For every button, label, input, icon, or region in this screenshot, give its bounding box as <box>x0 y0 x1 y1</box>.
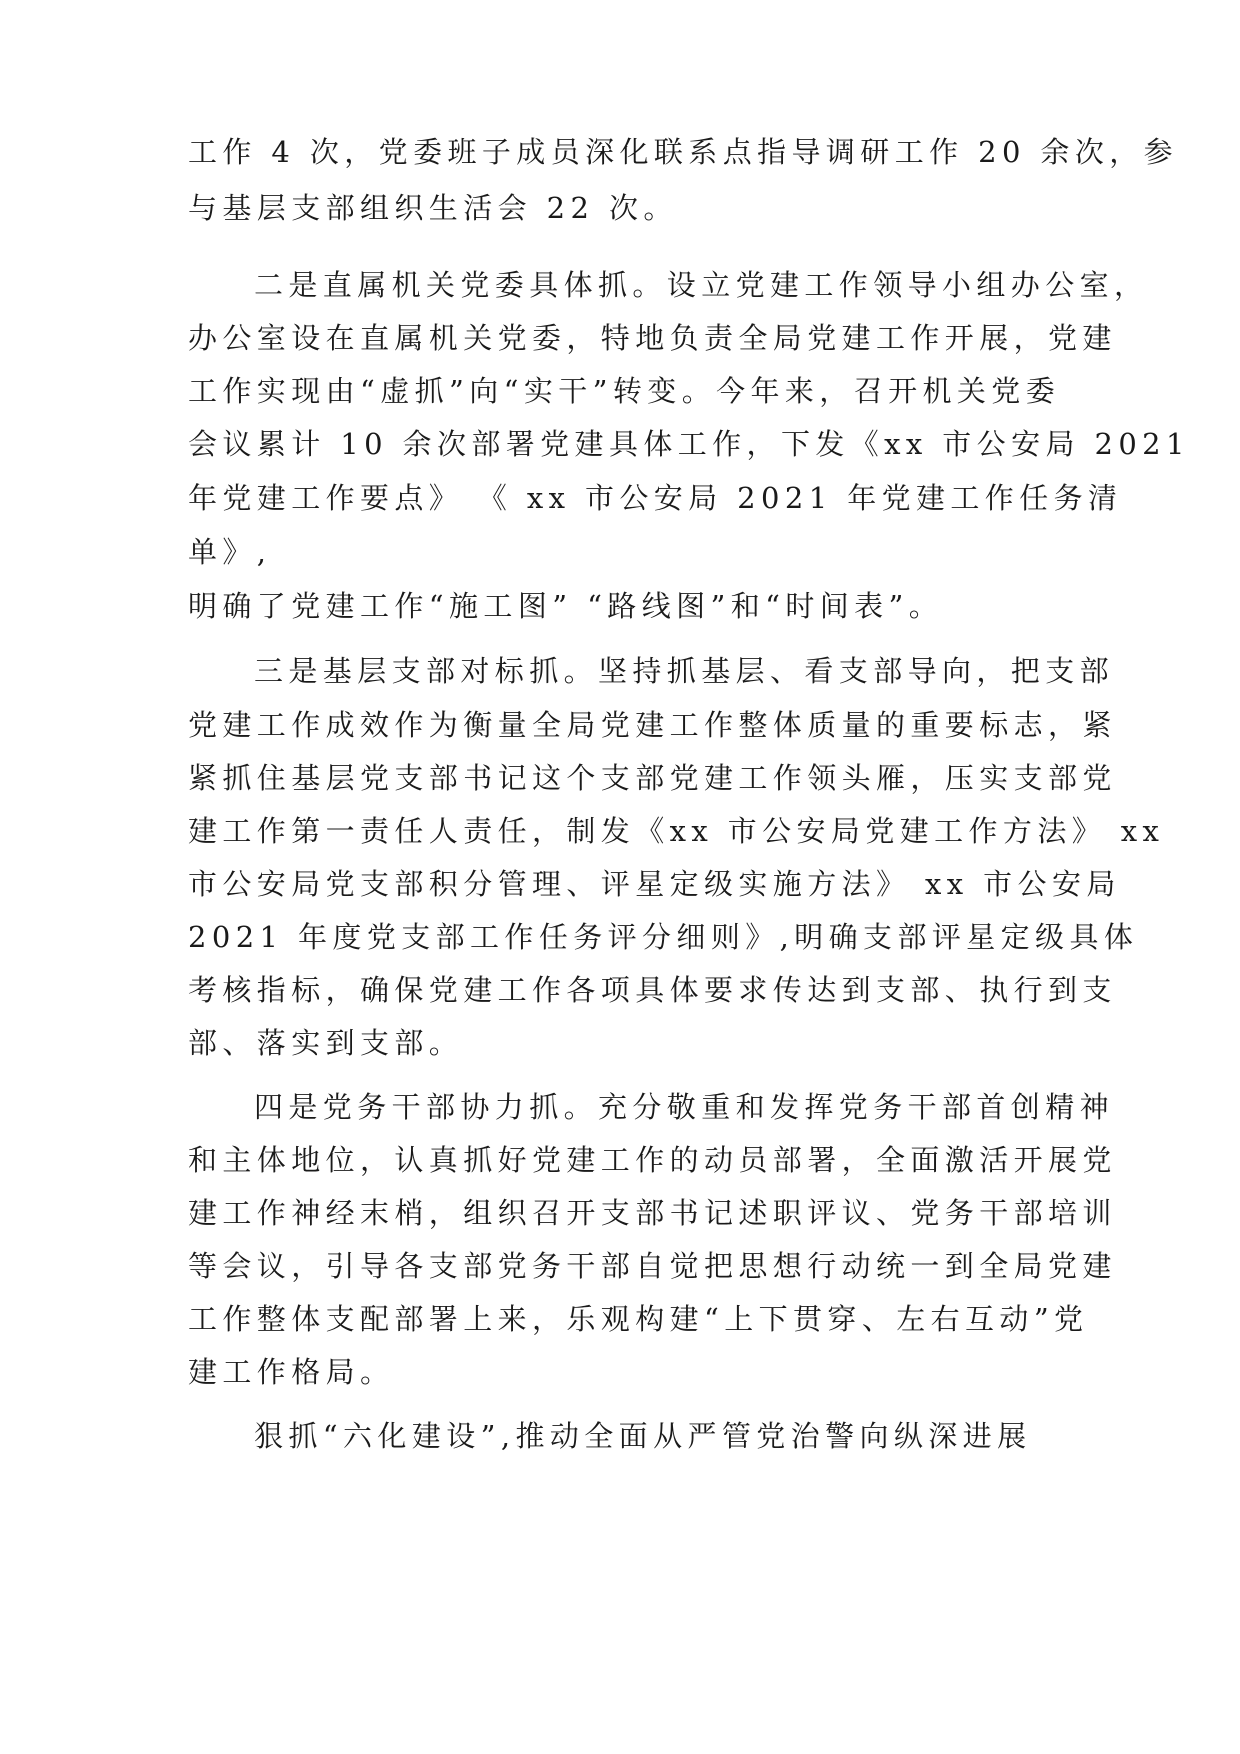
text-line: 工作 4 次，党委班子成员深化联系点指导调研工作 20 余次，参 <box>188 135 1179 169</box>
paragraph-start-line: 二是直属机关党委具体抓。设立党建工作领导小组办公室， <box>254 268 1149 302</box>
text-line: 部、落实到支部。 <box>188 1026 464 1060</box>
paragraph-start-line: 四是党务干部协力抓。充分敬重和发挥党务干部首创精神 <box>254 1090 1115 1124</box>
text-line: 单》, <box>188 535 272 569</box>
text-line: 年党建工作要点》 《 xx 市公安局 2021 年党建工作任务清 <box>188 481 1123 515</box>
text-line: 工作整体支配部署上来，乐观构建“上下贯穿、左右互动”党 <box>188 1302 1089 1336</box>
text-line: 和主体地位，认真抓好党建工作的动员部署，全面激活开展党 <box>188 1143 1117 1177</box>
section-heading: 狠抓“六化建设”,推动全面从严管党治警向纵深进展 <box>254 1419 1032 1453</box>
text-line: 与基层支部组织生活会 22 次。 <box>188 191 678 225</box>
text-line: 办公室设在直属机关党委，特地负责全局党建工作开展，党建 <box>188 321 1117 355</box>
text-line: 考核指标，确保党建工作各项具体要求传达到支部、执行到支 <box>188 973 1117 1007</box>
text-line: 建工作神经末梢，组织召开支部书记述职评议、党务干部培训 <box>188 1196 1117 1230</box>
text-line: 工作实现由“虚抓”向“实干”转变。今年来，召开机关党委 <box>188 374 1061 408</box>
text-line: 党建工作成效作为衡量全局党建工作整体质量的重要标志，紧 <box>188 708 1117 742</box>
text-line: 建工作格局。 <box>188 1355 395 1389</box>
text-line: 建工作第一责任人责任，制发《xx 市公安局党建工作方法》 xx <box>188 814 1165 848</box>
text-line: 等会议，引导各支部党务干部自觉把思想行动统一到全局党建 <box>188 1249 1117 1283</box>
text-line: 2021 年度党支部工作任务评分细则》,明确支部评星定级具体 <box>188 920 1139 954</box>
text-line: 市公安局党支部积分管理、评星定级实施方法》 xx 市公安局 <box>188 867 1121 901</box>
paragraph-start-line: 三是基层支部对标抓。坚持抓基层、看支部导向，把支部 <box>254 654 1115 688</box>
text-line: 会议累计 10 余次部署党建具体工作，下发《xx 市公安局 2021 <box>188 427 1190 461</box>
text-line: 紧抓住基层党支部书记这个支部党建工作领头雁，压实支部党 <box>188 761 1117 795</box>
text-line: 明确了党建工作“施工图” “路线图”和“时间表”。 <box>188 589 944 623</box>
